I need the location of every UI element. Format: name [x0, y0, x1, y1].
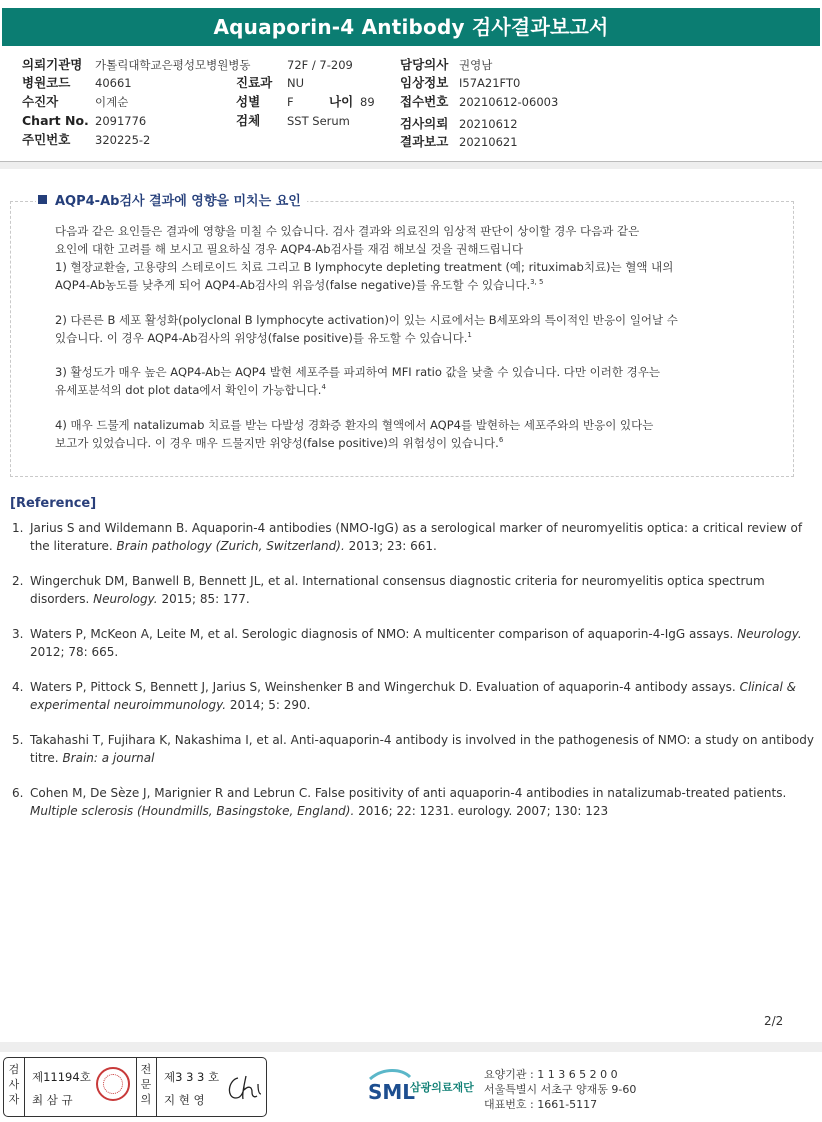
specialist-license: 제3 3 3 호: [164, 1070, 220, 1084]
reference-item: [12, 784, 818, 820]
institution-value: 가톨릭대학교은평성모병원병동: [95, 58, 251, 72]
factor-1: [55, 258, 775, 294]
specimen-value: SST Serum: [287, 114, 350, 128]
reference-tail: 2016; 22: 1231. eurology. 2007; 130: 123: [354, 804, 609, 818]
specialist-name: 지 현 영: [164, 1093, 205, 1107]
report-date-value: 20210621: [459, 135, 518, 149]
reference-item: [12, 625, 818, 661]
reference-journal: Brain pathology (Zurich, Switzerland).: [116, 539, 345, 553]
reference-title: [Reference]: [10, 496, 97, 511]
report-date-label: 결과보고: [400, 134, 449, 149]
patient-info-panel: [0, 52, 822, 162]
age-label: 나이: [329, 94, 354, 109]
reference-text: Takahashi T, Fujihara K, Nakashima I, et al. Anti-aquaporin-4 antibody is involved in the pathogenesis of NMO: a study on antibody titre.: [30, 733, 814, 765]
reference-item: [12, 731, 818, 767]
reference-text: Waters P, Pittock S, Bennett J, Jarius S, Weinshenker B and Wingerchuk D. Evaluation of aquaporin-4 antibody assays.: [30, 680, 740, 694]
ward-value: 72F / 7-209: [287, 58, 353, 72]
reference-item: [12, 572, 818, 608]
report-title: Aquaporin-4 Antibody 검사결과보고서: [2, 8, 820, 46]
reference-journal: Brain: a journal: [62, 751, 155, 765]
reference-tail: 2012; 78: 665.: [30, 645, 119, 659]
reference-number: 5.: [12, 733, 24, 747]
reference-tail: 2014; 5: 290.: [226, 698, 311, 712]
factor-line: 3) 활성도가 매우 높은 AQP4-Ab는 AQP4 발현 세포주를 파괴하여 MFI ratio 값을 낮출 수 있습니다. 다만 이러한 경우는: [55, 365, 660, 379]
receipt-value: 20210612-06003: [459, 95, 559, 109]
intro-line: 다음과 같은 요인들은 결과에 영향을 미칠 수 있습니다. 검사 결과와 의료진의 임상적 판단이 상이할 경우 다음과 같은: [55, 224, 640, 238]
reference-number: 3.: [12, 627, 24, 641]
clinical-value: I57A21FT0: [459, 76, 521, 90]
phone-number: 대표번호 : 1661-5117: [484, 1098, 598, 1111]
specialist-vertical-label: 전 문 의: [140, 1063, 152, 1106]
citation-sup: 3, 5: [530, 278, 544, 286]
svg-text:SML: SML: [368, 1080, 416, 1104]
factors-heading-text: AQP4-Ab검사 결과에 영향을 미치는 요인: [55, 194, 301, 209]
examiner-vertical-label: 검 사 자: [8, 1063, 20, 1106]
section-divider: [0, 162, 822, 169]
reference-number: 1.: [12, 521, 24, 535]
institution-label: 의뢰기관명: [22, 57, 83, 72]
reference-number: 4.: [12, 680, 24, 694]
address: 서울특별시 서초구 양재동 9-60: [484, 1083, 637, 1096]
dept-value: NU: [287, 76, 305, 90]
sex-label: 성별: [236, 94, 261, 109]
signature-icon: [224, 1072, 264, 1104]
reference-number: 6.: [12, 786, 24, 800]
reference-text: Waters P, McKeon A, Leite M, et al. Serologic diagnosis of NMO: A multicenter comparison of aquaporin-4-IgG assays.: [30, 627, 738, 641]
citation-sup: 1: [467, 331, 472, 339]
request-value: 20210612: [459, 117, 518, 131]
resident-value: 320225-2: [95, 133, 151, 147]
stamp-divider: [24, 1058, 25, 1116]
reference-text: Jarius S and Wildemann B. Aquaporin-4 antibodies (NMO-IgG) as a serological marker of neuromyelitis optica: a critical review of the literature.: [30, 521, 803, 553]
factors-intro: [55, 222, 775, 258]
reference-journal: Neurology.: [737, 627, 802, 641]
resident-label: 주민번호: [22, 132, 71, 147]
reference-tail: 2015; 85: 177.: [157, 592, 250, 606]
examiner-name: 최 삼 규: [32, 1093, 73, 1107]
hospital-code-value: 40661: [95, 76, 132, 90]
chart-value: 2091776: [95, 114, 147, 128]
request-label: 검사의뢰: [400, 116, 449, 131]
patient-value: 이계순: [95, 95, 129, 109]
reference-text: Wingerchuk DM, Banwell B, Bennett JL, et al. International consensus diagnostic criteria for neuromyelitis optica spectrum disorders.: [30, 574, 765, 606]
chart-label: Chart No.: [22, 113, 89, 128]
patient-label: 수진자: [22, 94, 59, 109]
citation-sup: 4: [321, 383, 326, 391]
clinical-label: 임상정보: [400, 75, 449, 90]
factor-line: 1) 혈장교환술, 고용량의 스테로이드 치료 그리고 B lymphocyte depleting treatment (예; rituximab치료)는 혈액 내의: [55, 260, 674, 274]
reference-item: [12, 678, 818, 714]
reference-journal: Multiple sclerosis (Houndmills, Basingstoke, England).: [30, 804, 355, 818]
reference-tail: 2013; 23: 661.: [344, 539, 437, 553]
stamp-divider: [156, 1058, 157, 1116]
factor-3: [55, 363, 775, 399]
citation-sup: 6: [498, 436, 504, 444]
footer-divider: [0, 1042, 822, 1052]
age-value: 89: [360, 95, 375, 109]
factor-line: 2) 다른른 B 세포 활성화(polyclonal B lymphocyte activation)이 있는 시료에서는 B세포와의 특이적인 반응이 일어날 수: [55, 313, 678, 327]
signature-stamp: [3, 1057, 267, 1117]
reference-item: [12, 519, 818, 555]
reference-number: 2.: [12, 574, 24, 588]
doctor-value: 권영남: [459, 58, 493, 72]
seal-stamp-icon: [96, 1067, 130, 1101]
doctor-label: 담당의사: [400, 57, 449, 72]
factor-line: 보고가 있었습니다. 이 경우 매우 드물지만 위양성(false positive)의 위험성이 있습니다.: [55, 436, 499, 450]
sex-value: F: [287, 95, 294, 109]
reference-journal: Neurology.: [93, 592, 158, 606]
foundation-name: 삼광의료재단: [410, 1081, 474, 1094]
institution-code: 요양기관 : 1 1 3 6 5 2 0 0: [484, 1068, 618, 1081]
factor-line: AQP4-Ab농도를 낮추게 되어 AQP4-Ab검사의 위음성(false negative)를 유도할 수 있습니다.: [55, 278, 531, 292]
specimen-label: 검체: [236, 113, 261, 128]
factor-line: 유세포분석의 dot plot data에서 확인이 가능합니다.: [55, 383, 322, 397]
hospital-code-label: 병원코드: [22, 75, 71, 90]
dept-label: 진료과: [236, 75, 273, 90]
reference-journal: Clinical & experimental neuroimmunology.: [30, 680, 797, 712]
factors-heading: [36, 190, 307, 209]
examiner-license: 제11194호: [32, 1070, 91, 1084]
stamp-divider: [136, 1058, 137, 1116]
factor-line: 4) 매우 드물게 natalizumab 치료를 받는 다발성 경화증 환자의 혈액에서 AQP4를 발현하는 세포주와의 반응이 있다는: [55, 418, 654, 432]
factor-2: [55, 311, 775, 347]
receipt-label: 접수번호: [400, 94, 449, 109]
intro-line: 요인에 대한 고려를 해 보시고 필요하실 경우 AQP4-Ab검사를 재검 해보실 것을 권해드립니다: [55, 242, 523, 256]
page-number: 2/2: [764, 1014, 784, 1028]
factor-line: 있습니다. 이 경우 AQP4-Ab검사의 위양성(false positive)를 유도할 수 있습니다.: [55, 331, 468, 345]
square-bullet-icon: [38, 195, 47, 204]
factor-4: [55, 416, 775, 452]
reference-text: Cohen M, De Sèze J, Marignier R and Lebrun C. False positivity of anti aquaporin-4 antibodies in natalizumab-treated patients.: [30, 786, 787, 800]
